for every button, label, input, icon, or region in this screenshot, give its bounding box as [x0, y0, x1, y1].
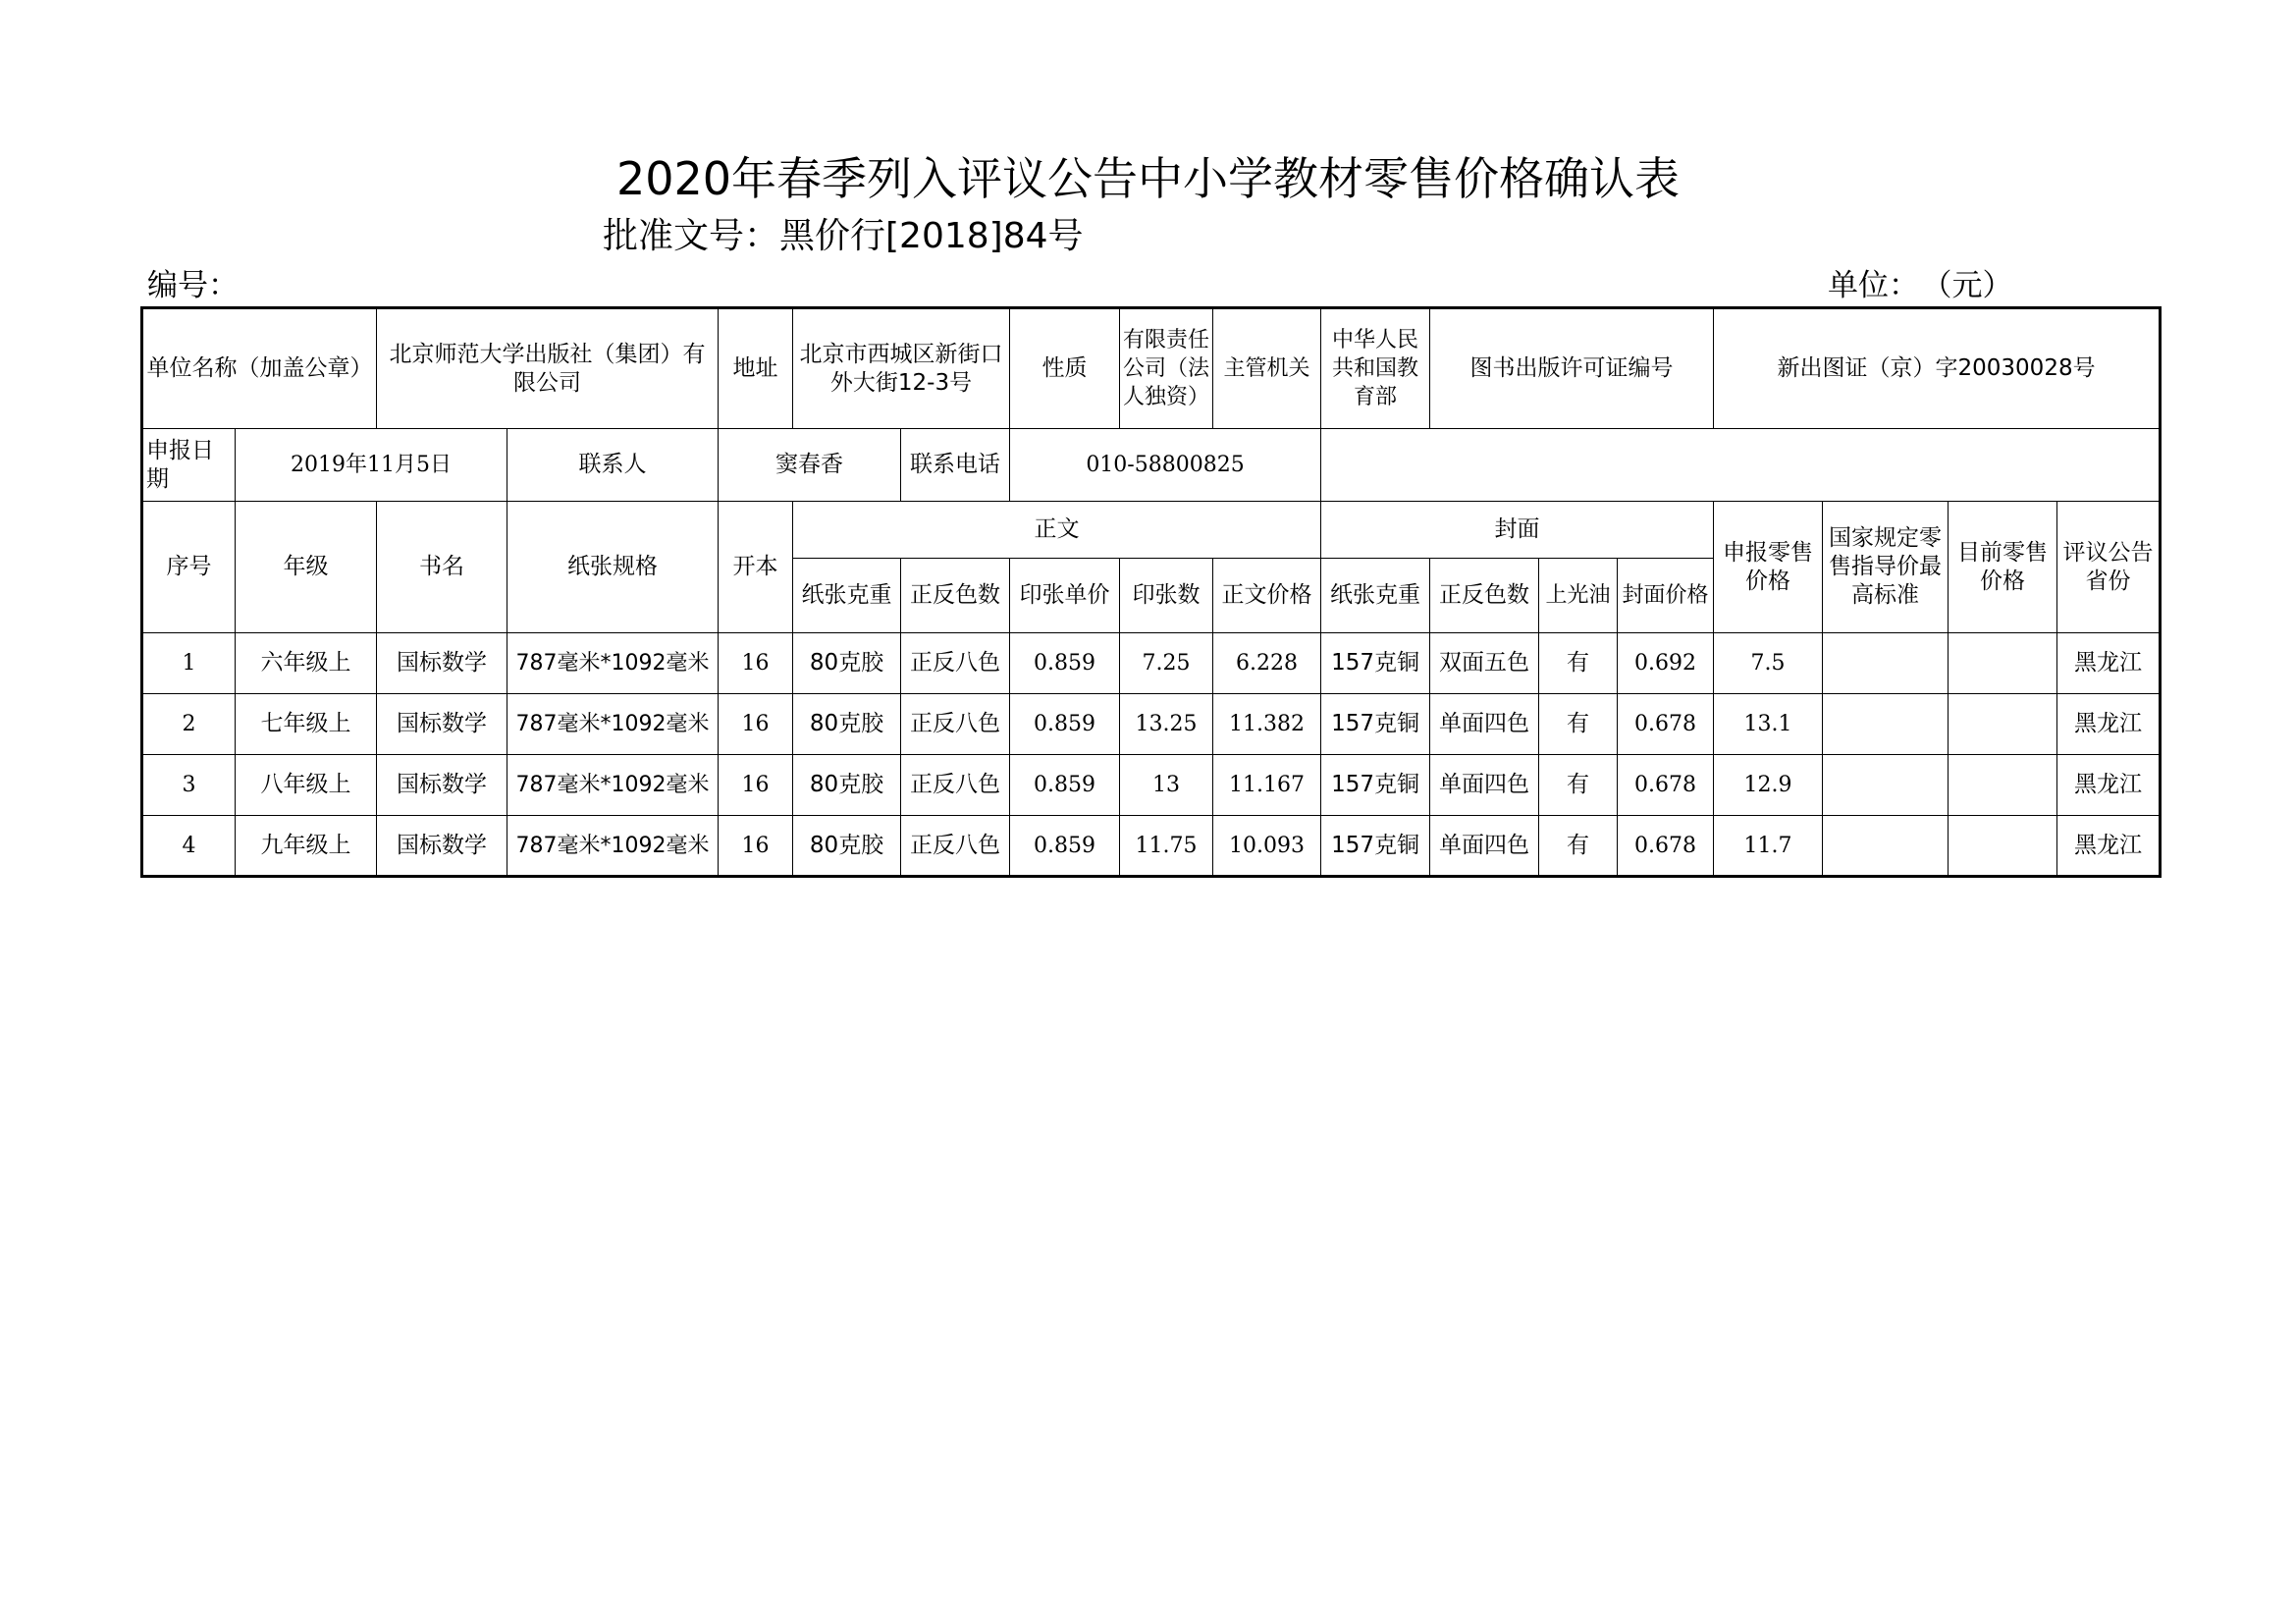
cell-national-max	[1823, 694, 1949, 755]
header-varnish: 上光油	[1539, 559, 1618, 633]
cell-declared-price: 12.9	[1714, 755, 1823, 816]
cell-cover-colors: 单面四色	[1430, 694, 1539, 755]
date-value: 2019年11月5日	[236, 429, 507, 502]
authority-value: 中华人民共和国教育部	[1321, 308, 1430, 429]
header-row-group	[142, 502, 2161, 559]
cell-book: 国标数学	[377, 633, 507, 694]
header-current-price: 目前零售价格	[1949, 502, 2057, 633]
price-confirmation-table	[140, 306, 2162, 878]
cell-cover-colors: 双面五色	[1430, 633, 1539, 694]
header-cover-paper-weight: 纸张克重	[1321, 559, 1430, 633]
header-body-paper-weight: 纸张克重	[793, 559, 901, 633]
contact-value: 窦春香	[719, 429, 901, 502]
cell-sheet-count: 11.75	[1120, 816, 1213, 877]
header-grade: 年级	[236, 502, 377, 633]
cell-declared-price: 7.5	[1714, 633, 1823, 694]
cell-grade: 六年级上	[236, 633, 377, 694]
cell-sheet-unit-price: 0.859	[1010, 755, 1120, 816]
cell-format: 16	[719, 694, 793, 755]
cell-sheet-unit-price: 0.859	[1010, 633, 1120, 694]
phone-value: 010-58800825	[1010, 429, 1321, 502]
cell-province: 黑龙江	[2057, 816, 2161, 877]
license-value: 新出图证（京）字20030028号	[1714, 308, 2161, 429]
header-body-price: 正文价格	[1213, 559, 1321, 633]
license-label: 图书出版许可证编号	[1430, 308, 1714, 429]
nature-value: 有限责任公司（法人独资）	[1120, 308, 1213, 429]
cell-cover-paper-weight: 157克铜	[1321, 633, 1430, 694]
header-body-group: 正文	[793, 502, 1321, 559]
unit-label: 单位：	[1828, 268, 1919, 303]
header-cover-group: 封面	[1321, 502, 1714, 559]
table-row	[142, 816, 2161, 877]
cell-province: 黑龙江	[2057, 755, 2161, 816]
table-row	[142, 633, 2161, 694]
approval-number: 批准文号：黑价行[2018]84号	[603, 216, 1084, 256]
cell-body-paper-weight: 80克胶	[793, 633, 901, 694]
cell-declared-price: 11.7	[1714, 816, 1823, 877]
cell-cover-paper-weight: 157克铜	[1321, 755, 1430, 816]
header-body-colors: 正反色数	[901, 559, 1010, 633]
header-cover-price: 封面价格	[1618, 559, 1714, 633]
serial-label: 编号：	[147, 268, 239, 303]
header-cover-colors: 正反色数	[1430, 559, 1539, 633]
cell-sheet-unit-price: 0.859	[1010, 694, 1120, 755]
cell-cover-price: 0.678	[1618, 755, 1714, 816]
cell-varnish: 有	[1539, 816, 1618, 877]
table-row	[142, 755, 2161, 816]
cell-body-price: 11.382	[1213, 694, 1321, 755]
cell-body-colors: 正反八色	[901, 633, 1010, 694]
cell-paper-spec: 787毫米*1092毫米	[507, 816, 719, 877]
cell-national-max	[1823, 633, 1949, 694]
cell-grade: 九年级上	[236, 816, 377, 877]
cell-varnish: 有	[1539, 633, 1618, 694]
cell-cover-colors: 单面四色	[1430, 755, 1539, 816]
info-row-contact	[142, 429, 2161, 502]
contact-label: 联系人	[507, 429, 719, 502]
cell-grade: 七年级上	[236, 694, 377, 755]
cell-seq: 2	[142, 694, 236, 755]
cell-seq: 3	[142, 755, 236, 816]
cell-province: 黑龙江	[2057, 694, 2161, 755]
cell-body-price: 6.228	[1213, 633, 1321, 694]
cell-book: 国标数学	[377, 694, 507, 755]
unit-value: （元）	[1937, 268, 2013, 303]
cell-paper-spec: 787毫米*1092毫米	[507, 755, 719, 816]
cell-body-paper-weight: 80克胶	[793, 816, 901, 877]
cell-cover-price: 0.678	[1618, 694, 1714, 755]
cell-grade: 八年级上	[236, 755, 377, 816]
cell-cover-paper-weight: 157克铜	[1321, 816, 1430, 877]
cell-current-price	[1949, 816, 2057, 877]
unit-name-label: 单位名称（加盖公章）	[142, 308, 377, 429]
nature-label: 性质	[1010, 308, 1120, 429]
table-row	[142, 694, 2161, 755]
header-book: 书名	[377, 502, 507, 633]
cell-current-price	[1949, 755, 2057, 816]
header-province: 评议公告省份	[2057, 502, 2161, 633]
cell-format: 16	[719, 755, 793, 816]
header-paper-spec: 纸张规格	[507, 502, 719, 633]
unit-line	[1828, 265, 2013, 306]
cell-varnish: 有	[1539, 755, 1618, 816]
blank-cell	[1321, 429, 2161, 502]
header-format: 开本	[719, 502, 793, 633]
info-row-unit	[142, 308, 2161, 429]
cell-varnish: 有	[1539, 694, 1618, 755]
date-label: 申报日期	[142, 429, 236, 502]
cell-cover-colors: 单面四色	[1430, 816, 1539, 877]
cell-seq: 1	[142, 633, 236, 694]
cell-current-price	[1949, 633, 2057, 694]
cell-book: 国标数学	[377, 755, 507, 816]
header-declared-price: 申报零售价格	[1714, 502, 1823, 633]
cell-cover-price: 0.692	[1618, 633, 1714, 694]
phone-label: 联系电话	[901, 429, 1010, 502]
cell-body-price: 11.167	[1213, 755, 1321, 816]
cell-province: 黑龙江	[2057, 633, 2161, 694]
cell-seq: 4	[142, 816, 236, 877]
cell-body-paper-weight: 80克胶	[793, 755, 901, 816]
unit-name-value: 北京师范大学出版社（集团）有限公司	[377, 308, 719, 429]
cell-national-max	[1823, 816, 1949, 877]
cell-body-colors: 正反八色	[901, 694, 1010, 755]
address-value: 北京市西城区新街口外大街12-3号	[793, 308, 1010, 429]
cell-cover-paper-weight: 157克铜	[1321, 694, 1430, 755]
header-sheet-count: 印张数	[1120, 559, 1213, 633]
cell-national-max	[1823, 755, 1949, 816]
cell-paper-spec: 787毫米*1092毫米	[507, 694, 719, 755]
cell-sheet-count: 13	[1120, 755, 1213, 816]
cell-paper-spec: 787毫米*1092毫米	[507, 633, 719, 694]
cell-sheet-unit-price: 0.859	[1010, 816, 1120, 877]
cell-body-paper-weight: 80克胶	[793, 694, 901, 755]
header-national-max: 国家规定零售指导价最高标准	[1823, 502, 1949, 633]
cell-current-price	[1949, 694, 2057, 755]
cell-cover-price: 0.678	[1618, 816, 1714, 877]
cell-body-colors: 正反八色	[901, 755, 1010, 816]
authority-label: 主管机关	[1213, 308, 1321, 429]
header-seq: 序号	[142, 502, 236, 633]
cell-declared-price: 13.1	[1714, 694, 1823, 755]
header-sheet-unit-price: 印张单价	[1010, 559, 1120, 633]
cell-book: 国标数学	[377, 816, 507, 877]
cell-body-colors: 正反八色	[901, 816, 1010, 877]
cell-sheet-count: 7.25	[1120, 633, 1213, 694]
cell-format: 16	[719, 633, 793, 694]
cell-sheet-count: 13.25	[1120, 694, 1213, 755]
cell-body-price: 10.093	[1213, 816, 1321, 877]
page-title: 2020年春季列入评议公告中小学教材零售价格确认表	[615, 152, 1681, 205]
cell-format: 16	[719, 816, 793, 877]
address-label: 地址	[719, 308, 793, 429]
